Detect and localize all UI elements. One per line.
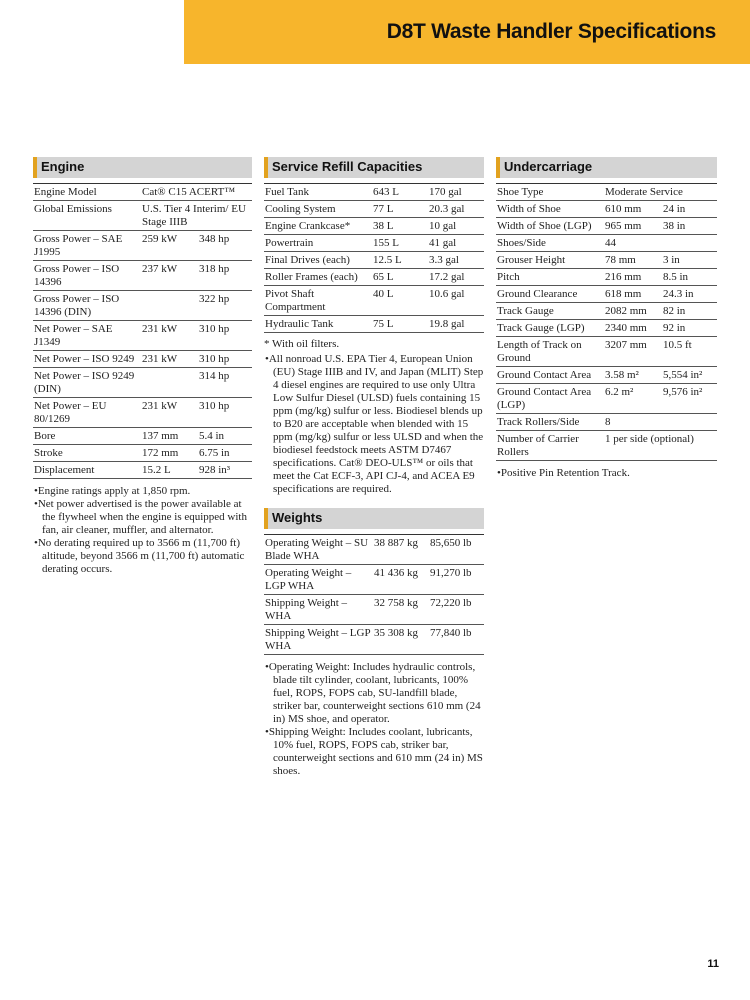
spec-row: [264, 269, 484, 286]
spec-row: [496, 286, 717, 303]
spec-label: Width of Shoe: [496, 201, 604, 218]
spec-imperial-value: 82 in: [662, 303, 717, 320]
spec-metric-value: 3.58 m²: [604, 367, 662, 384]
page-title: D8T Waste Handler Specifications: [386, 20, 716, 43]
spec-metric-value: 3207 mm: [604, 337, 662, 367]
spec-metric-value: 237 kW: [141, 261, 198, 291]
spec-label: Net Power – ISO 9249 (DIN): [33, 368, 141, 398]
note-item: • All nonroad U.S. EPA Tier 4, European Union (EU) Stage IIIB and IV, and Japan (MLIT) Step 4 diesel engines are required to use only Ultra Low Sulfur Diesel (ULSD) fuels containing 15 ppm (mg/kg) sulfur or less. Biodiesel blends up to B20 are acceptable when blended with 15 ppm (mg/kg) sulfur or less ULSD and when the biodiesel feedstock meets ASTM D7467 specifications. Cat® DEO-ULS™ or oils that meet the Cat ECF-3, API CJ-4, and ACEA E9 specifications are required.: [264, 353, 484, 496]
spec-row: [496, 201, 717, 218]
spec-imperial-value: 318 hp: [198, 261, 252, 291]
spec-row: [496, 384, 717, 414]
spec-label: Net Power – ISO 9249: [33, 351, 141, 368]
spec-label: Net Power – EU 80/1269: [33, 398, 141, 428]
spec-imperial-value: 41 gal: [428, 235, 484, 252]
spec-metric-value: 12.5 L: [372, 252, 428, 269]
spec-metric-value: 40 L: [372, 286, 428, 316]
spec-metric-value: Cat® C15 ACERT™: [141, 184, 252, 201]
spec-row: [33, 291, 252, 321]
note-item: • Positive Pin Retention Track.: [496, 467, 717, 480]
spec-label: Bore: [33, 428, 141, 445]
spec-label: Track Gauge: [496, 303, 604, 320]
spec-metric-value: 216 mm: [604, 269, 662, 286]
engine-section: [33, 157, 252, 576]
undercarriage-section: [496, 157, 717, 480]
spec-row: [33, 231, 252, 261]
spec-imperial-value: 314 hp: [198, 368, 252, 398]
spec-row: [496, 303, 717, 320]
spec-imperial-value: 10 gal: [428, 218, 484, 235]
spec-metric-value: 231 kW: [141, 398, 198, 428]
spec-imperial-value: 3 in: [662, 252, 717, 269]
spec-label: Operating Weight – SU Blade WHA: [264, 535, 373, 565]
spec-label: Powertrain: [264, 235, 372, 252]
spec-metric-value: 2340 mm: [604, 320, 662, 337]
spec-imperial-value: 170 gal: [428, 184, 484, 201]
spec-metric-value: 6.2 m²: [604, 384, 662, 414]
spec-imperial-value: 10.5 ft: [662, 337, 717, 367]
spec-row: [264, 316, 484, 333]
spec-row: [264, 252, 484, 269]
spec-imperial-value: 92 in: [662, 320, 717, 337]
note-item: • No derating required up to 3566 m (11,700 ft) altitude, beyond 3566 m (11,700 ft) automatic derating occurs.: [33, 537, 252, 576]
spec-label: Gross Power – ISO 14396 (DIN): [33, 291, 141, 321]
spec-row: [33, 201, 252, 231]
spec-row: [264, 286, 484, 316]
spec-metric-value: 38 L: [372, 218, 428, 235]
spec-metric-value: [141, 291, 198, 321]
spec-metric-value: 643 L: [372, 184, 428, 201]
spec-metric-value: 1 per side (optional): [604, 431, 717, 461]
spec-imperial-value: 85,650 lb: [429, 535, 484, 565]
service-refill-heading: Service Refill Capacities: [272, 159, 423, 174]
spec-label: Ground Clearance: [496, 286, 604, 303]
service-refill-footnote: * With oil filters.: [264, 338, 340, 350]
spec-imperial-value: 5,554 in²: [662, 367, 717, 384]
page-number: 11: [707, 958, 719, 970]
spec-label: Stroke: [33, 445, 141, 462]
spec-metric-value: 77 L: [372, 201, 428, 218]
engine-notes: [33, 485, 252, 576]
spec-metric-value: [141, 368, 198, 398]
spec-imperial-value: 20.3 gal: [428, 201, 484, 218]
spec-metric-value: 259 kW: [141, 231, 198, 261]
engine-heading: Engine: [41, 159, 85, 174]
spec-row: [496, 235, 717, 252]
spec-label: Ground Contact Area (LGP): [496, 384, 604, 414]
spec-row: [33, 368, 252, 398]
weights-table: [264, 534, 484, 655]
spec-metric-value: 610 mm: [604, 201, 662, 218]
spec-metric-value: 8: [604, 414, 662, 431]
spec-metric-value: 75 L: [372, 316, 428, 333]
spec-row: [496, 367, 717, 384]
spec-imperial-value: 19.8 gal: [428, 316, 484, 333]
spec-imperial-value: 77,840 lb: [429, 625, 484, 655]
spec-row: [496, 218, 717, 235]
spec-row: [33, 321, 252, 351]
spec-row: [264, 218, 484, 235]
spec-row: [496, 431, 717, 461]
spec-row: [33, 462, 252, 479]
spec-row: [33, 351, 252, 368]
spec-imperial-value: 3.3 gal: [428, 252, 484, 269]
spec-label: Shipping Weight – WHA: [264, 595, 373, 625]
spec-metric-value: 965 mm: [604, 218, 662, 235]
spec-imperial-value: 310 hp: [198, 351, 252, 368]
undercarriage-notes: [496, 467, 717, 480]
spec-label: Gross Power – SAE J1995: [33, 231, 141, 261]
spec-label: Net Power – SAE J1349: [33, 321, 141, 351]
spec-label: Pitch: [496, 269, 604, 286]
spec-imperial-value: 10.6 gal: [428, 286, 484, 316]
spec-imperial-value: 24.3 in: [662, 286, 717, 303]
spec-row: [264, 565, 484, 595]
spec-imperial-value: 38 in: [662, 218, 717, 235]
spec-metric-value: 137 mm: [141, 428, 198, 445]
service-refill-table: [264, 183, 484, 333]
spec-metric-value: 78 mm: [604, 252, 662, 269]
spec-label: Engine Crankcase*: [264, 218, 372, 235]
spec-imperial-value: 310 hp: [198, 398, 252, 428]
undercarriage-heading: Undercarriage: [504, 159, 593, 174]
note-item: • Engine ratings apply at 1,850 rpm.: [33, 485, 252, 498]
service-refill-section: [264, 157, 484, 496]
spec-metric-value: 155 L: [372, 235, 428, 252]
spec-imperial-value: 17.2 gal: [428, 269, 484, 286]
weights-section: [264, 508, 484, 778]
spec-imperial-value: 5.4 in: [198, 428, 252, 445]
note-item: • Net power advertised is the power available at the flywheel when the engine is equipped with fan, air cleaner, muffler, and alternator.: [33, 498, 252, 537]
spec-imperial-value: [662, 235, 717, 252]
spec-label: Final Drives (each): [264, 252, 372, 269]
service-refill-heading-bar: [264, 157, 484, 178]
spec-metric-value: 172 mm: [141, 445, 198, 462]
weights-heading: Weights: [272, 510, 323, 525]
engine-table: [33, 183, 252, 479]
spec-label: Track Rollers/Side: [496, 414, 604, 431]
spec-metric-value: 65 L: [372, 269, 428, 286]
spec-label: Length of Track on Ground: [496, 337, 604, 367]
weights-notes: [264, 661, 484, 778]
spec-imperial-value: 348 hp: [198, 231, 252, 261]
spec-row: [264, 595, 484, 625]
spec-row: [33, 445, 252, 462]
note-item: • Operating Weight: Includes hydraulic controls, blade tilt cylinder, coolant, lubricants, 100% fuel, ROPS, FOPS cab, SU-landfill blade, striker bar, counterweight sections 610 mm (24 in) MS shoe, and operator.: [264, 661, 484, 726]
spec-row: [264, 184, 484, 201]
spec-row: [33, 261, 252, 291]
spec-row: [496, 337, 717, 367]
spec-label: Shoes/Side: [496, 235, 604, 252]
spec-label: Track Gauge (LGP): [496, 320, 604, 337]
spec-label: Cooling System: [264, 201, 372, 218]
spec-metric-value: U.S. Tier 4 Interim/ EU Stage IIIB: [141, 201, 252, 231]
spec-label: Operating Weight – LGP WHA: [264, 565, 373, 595]
undercarriage-table: [496, 183, 717, 461]
service-refill-notes: [264, 353, 484, 496]
spec-row: [264, 535, 484, 565]
spec-row: [33, 398, 252, 428]
spec-imperial-value: 6.75 in: [198, 445, 252, 462]
title-banner: [184, 0, 750, 64]
spec-row: [496, 252, 717, 269]
spec-metric-value: 231 kW: [141, 351, 198, 368]
spec-metric-value: 44: [604, 235, 662, 252]
spec-imperial-value: 928 in³: [198, 462, 252, 479]
note-item: • Shipping Weight: Includes coolant, lubricants, 10% fuel, ROPS, FOPS cab, striker bar, counterweight sections and 610 mm (24 in) MS shoes.: [264, 726, 484, 778]
spec-label: Pivot Shaft Compartment: [264, 286, 372, 316]
spec-metric-value: 2082 mm: [604, 303, 662, 320]
spec-label: Global Emissions: [33, 201, 141, 231]
weights-heading-bar: [264, 508, 484, 529]
spec-imperial-value: 8.5 in: [662, 269, 717, 286]
middle-column: [264, 157, 484, 778]
spec-metric-value: 41 436 kg: [373, 565, 429, 595]
spec-imperial-value: 91,270 lb: [429, 565, 484, 595]
spec-row: [33, 184, 252, 201]
spec-label: Number of Carrier Rollers: [496, 431, 604, 461]
undercarriage-heading-bar: [496, 157, 717, 178]
spec-row: [496, 184, 717, 201]
spec-label: Hydraulic Tank: [264, 316, 372, 333]
spec-metric-value: 15.2 L: [141, 462, 198, 479]
spec-imperial-value: 24 in: [662, 201, 717, 218]
spec-label: Engine Model: [33, 184, 141, 201]
spec-row: [496, 269, 717, 286]
spec-label: Gross Power – ISO 14396: [33, 261, 141, 291]
spec-imperial-value: 322 hp: [198, 291, 252, 321]
spec-label: Displacement: [33, 462, 141, 479]
engine-heading-bar: [33, 157, 252, 178]
spec-label: Grouser Height: [496, 252, 604, 269]
spec-row: [264, 625, 484, 655]
spec-metric-value: 35 308 kg: [373, 625, 429, 655]
spec-metric-value: Moderate Service: [604, 184, 717, 201]
spec-metric-value: 618 mm: [604, 286, 662, 303]
spec-row: [264, 201, 484, 218]
spec-imperial-value: [662, 414, 717, 431]
spec-row: [264, 235, 484, 252]
spec-label: Ground Contact Area: [496, 367, 604, 384]
spec-row: [496, 320, 717, 337]
spec-label: Fuel Tank: [264, 184, 372, 201]
spec-label: Shoe Type: [496, 184, 604, 201]
spec-row: [33, 428, 252, 445]
spec-imperial-value: 72,220 lb: [429, 595, 484, 625]
spec-label: Shipping Weight – LGP WHA: [264, 625, 373, 655]
spec-metric-value: 231 kW: [141, 321, 198, 351]
spec-row: [496, 414, 717, 431]
spec-imperial-value: 9,576 in²: [662, 384, 717, 414]
spec-metric-value: 38 887 kg: [373, 535, 429, 565]
spec-label: Width of Shoe (LGP): [496, 218, 604, 235]
spec-imperial-value: 310 hp: [198, 321, 252, 351]
spec-metric-value: 32 758 kg: [373, 595, 429, 625]
spec-label: Roller Frames (each): [264, 269, 372, 286]
